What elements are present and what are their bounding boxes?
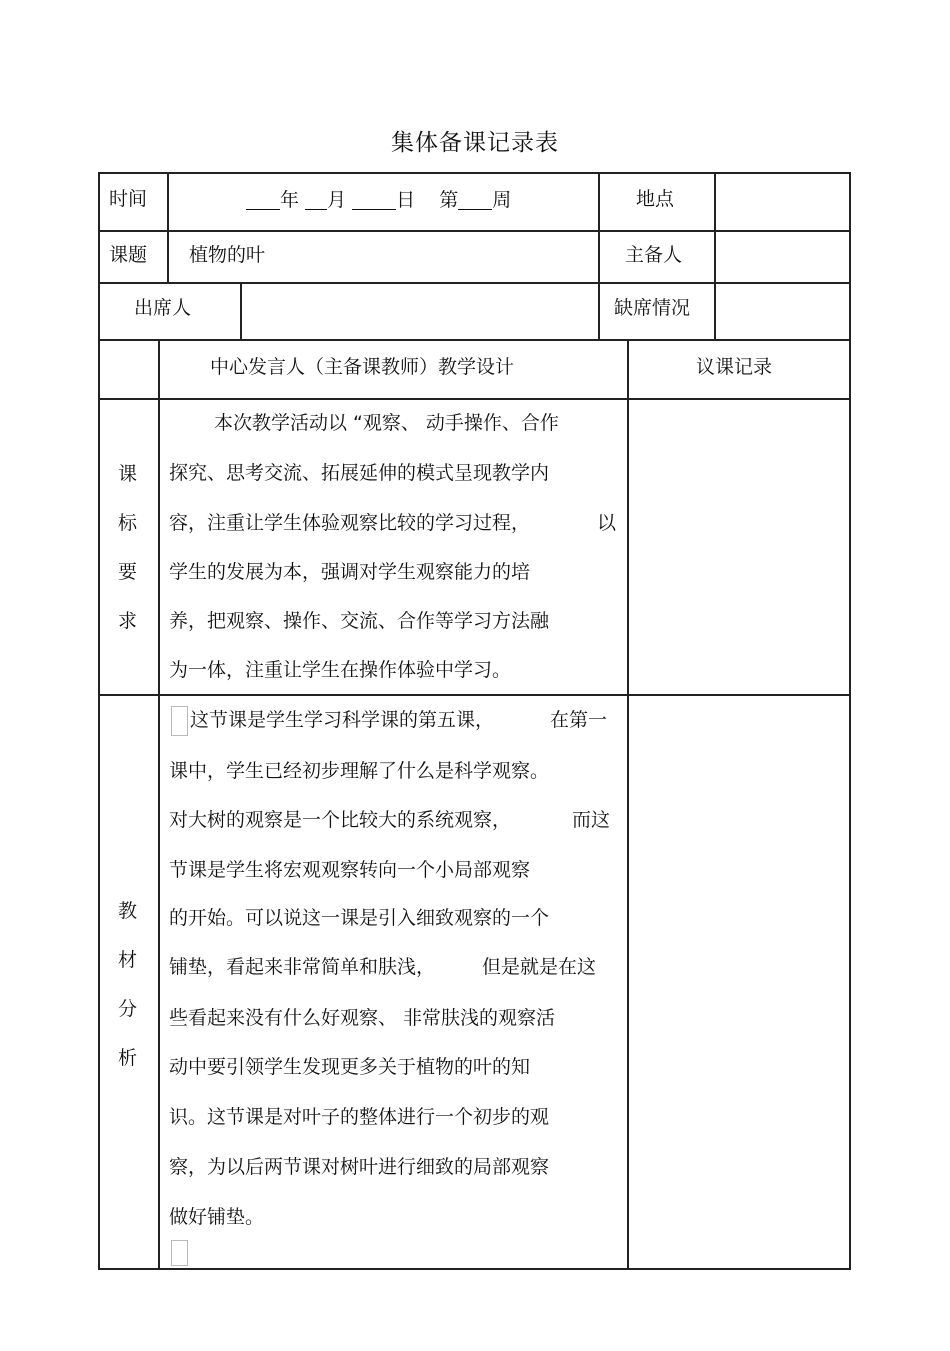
text-line: 动中要引领学生发现更多关于植物的叶的知 xyxy=(169,1056,531,1078)
row-divider xyxy=(98,230,851,232)
place-label: 地点 xyxy=(636,188,675,210)
row-divider xyxy=(98,398,851,400)
analysis-label-char: 析 xyxy=(118,1047,138,1069)
attendees-label: 出席人 xyxy=(134,297,192,319)
day-blank[interactable] xyxy=(352,190,396,210)
month-blank[interactable] xyxy=(305,190,327,210)
day-label: 日 xyxy=(396,189,416,211)
col-divider xyxy=(598,172,600,339)
text-line: 但是就是在这 xyxy=(482,956,597,978)
row-divider xyxy=(98,694,851,696)
month-label: 月 xyxy=(327,189,347,211)
text-line: 这节课是学生学习科学课的第五课， xyxy=(190,709,495,731)
col-divider xyxy=(714,172,716,339)
text-line: 养，把观察、操作、交流、合作等学习方法融 xyxy=(169,610,550,632)
analysis-label-char: 分 xyxy=(118,998,138,1020)
text-line: 课中，学生已经初步理解了什么是科学观察。 xyxy=(169,760,550,782)
text-line: 而这 xyxy=(572,809,611,831)
time-label: 时间 xyxy=(109,188,148,210)
text-line: 节课是学生将宏观观察转向一个小局部观察 xyxy=(169,859,531,881)
page-title: 集体备课记录表 xyxy=(391,130,559,156)
text-line: 察，为以后两节课对树叶进行细致的局部观察 xyxy=(169,1156,550,1178)
date-fields xyxy=(246,190,511,210)
standards-label-char: 求 xyxy=(118,610,138,632)
week-blank[interactable] xyxy=(458,190,492,210)
text-line: 做好铺垫。 xyxy=(169,1206,265,1228)
standards-label-char: 标 xyxy=(118,512,138,534)
text-line: 本次教学活动以 “观察、 动手操作、合作 xyxy=(214,412,559,434)
text-line: 以 xyxy=(597,512,617,534)
table-border-left xyxy=(98,172,100,1270)
text-line: 对大树的观察是一个比较大的系统观察， xyxy=(169,809,512,831)
week-label: 周 xyxy=(492,189,512,211)
year-blank[interactable] xyxy=(246,190,280,210)
text-line: 的开始。可以说这一课是引入细致观察的一个 xyxy=(169,907,550,929)
text-line: 探究、思考交流、拓展延伸的模式呈现教学内 xyxy=(169,462,550,484)
placeholder-marker xyxy=(171,1240,188,1266)
topic-value: 植物的叶 xyxy=(189,244,266,266)
col-divider xyxy=(158,339,160,1270)
standards-label-char: 要 xyxy=(118,561,138,583)
notes-column-header: 议课记录 xyxy=(696,356,773,378)
row-divider xyxy=(98,282,851,284)
year-label: 年 xyxy=(280,189,300,211)
standards-label-char: 课 xyxy=(118,463,138,485)
col-divider xyxy=(627,339,629,1270)
design-column-header: 中心发言人（主备课教师）教学设计 xyxy=(210,356,515,378)
text-line: 在第一 xyxy=(550,709,608,731)
week-prefix-label: 第 xyxy=(439,189,459,211)
placeholder-marker xyxy=(171,706,188,736)
topic-label: 课题 xyxy=(109,244,148,266)
table-border-bottom xyxy=(98,1268,851,1270)
col-divider xyxy=(240,282,242,339)
text-line: 识。这节课是对叶子的整体进行一个初步的观 xyxy=(169,1106,550,1128)
text-line: 铺垫，看起来非常简单和肤浅， xyxy=(169,956,436,978)
absence-label: 缺席情况 xyxy=(614,297,691,319)
analysis-label-char: 材 xyxy=(118,949,138,971)
row-divider xyxy=(98,339,851,341)
table-border-top xyxy=(98,172,851,174)
text-line: 学生的发展为本，强调对学生观察能力的培 xyxy=(169,561,531,583)
lead-preparer-label: 主备人 xyxy=(625,244,683,266)
table-border-right xyxy=(849,172,851,1270)
col-divider xyxy=(167,172,169,282)
text-line: 些看起来没有什么好观察、 非常肤浅的观察活 xyxy=(169,1007,556,1029)
analysis-label-char: 教 xyxy=(118,900,138,922)
text-line: 容，注重让学生体验观察比较的学习过程， xyxy=(169,512,531,534)
text-line: 为一体，注重让学生在操作体验中学习。 xyxy=(169,659,512,681)
